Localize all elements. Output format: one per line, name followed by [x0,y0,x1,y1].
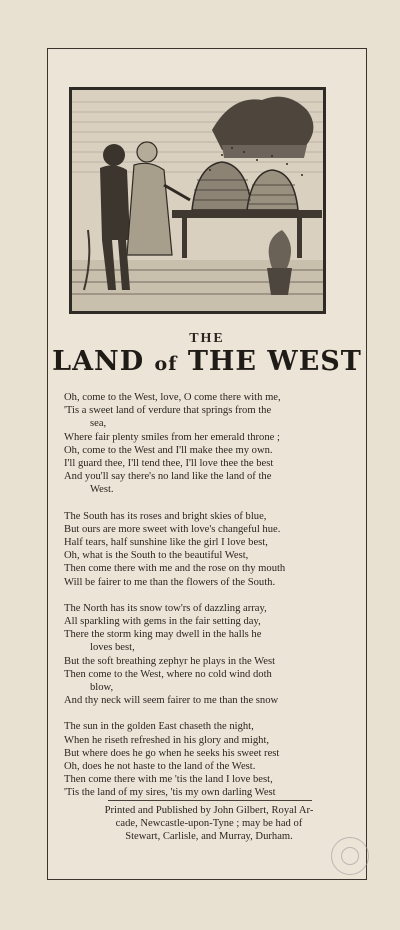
verse-line: 'Tis the land of my sires, 'tis my own darling West [64,787,276,799]
title-the: THE [189,331,225,346]
verse-line: Then come there with me and the rose on thy mouth [64,563,286,575]
imprint-line: cade, Newcastle-upon-Tyne ; may be had of [115,818,303,829]
verse-line: Half tears, half sunshine like the girl I love best, [64,537,268,549]
verse-line: loves best, [90,642,135,654]
stanza [64,602,362,708]
song-verses [64,391,362,813]
verse-line: The North has its snow tow'rs of dazzling array, [64,602,267,614]
verse-line: All sparkling with gems in the fair setting day, [64,616,261,628]
verse-line: The sun in the golden East chaseth the night, [64,721,254,733]
printer-imprint [64,804,354,843]
imprint-line: Stewart, Carlisle, and Murray, Durham. [125,831,293,842]
imprint-line: Printed and Published by John Gilbert, Royal Ar- [104,805,314,816]
woodcut-image [72,90,323,311]
verse-line: There the storm king may dwell in the halls he [64,629,262,641]
verse-line: 'Tis a sweet land of verdure that springs from the [64,405,272,417]
woodcut-illustration [69,87,326,314]
verse-line: But ours are more sweet with love's changeful hue. [64,523,281,535]
verse-line: Oh, come to the West, love, O come there with me, [64,392,281,403]
stanza [64,720,362,799]
verse-line: Oh, come to the West and I'll make thee my own. [64,444,273,456]
stanza [64,510,362,589]
verse-line: But where does he go when he seeks his sweet rest [64,747,280,759]
title-the-west: THE WEST [187,346,362,377]
verse-line: And thy neck will seem fairer to me than the snow [64,695,279,707]
divider-rule [108,800,312,801]
verse-line: But the soft breathing zephyr he plays in the West [64,655,276,667]
title-of: of [154,353,178,375]
verse-line: When he riseth refreshed in his glory and might, [64,734,270,746]
verse-line: Oh, what is the South to the beautiful West, [64,550,249,562]
title-land: LAND [52,346,145,377]
verse-line: Then come there with me 'tis the land I love best, [64,774,273,786]
verse-line: Where fair plenty smiles from her emerald throne ; [64,431,280,443]
library-stamp [331,837,369,875]
verse-line: Will be fairer to me than the flowers of the South. [64,576,276,588]
verse-line: Oh, does he not haste to the land of the West. [64,761,256,773]
verse-line: West. [90,484,114,496]
verse-line: The South has its roses and bright skies of blue, [64,510,267,522]
verse-line: I'll guard thee, I'll tend thee, I'll love thee the best [64,458,274,470]
verse-line: sea, [90,418,107,430]
stanza [64,391,362,497]
verse-line: And you'll say there's no land like the land of the [64,471,272,483]
verse-line: blow, [90,682,114,694]
broadside-sheet [47,48,367,880]
title-main [48,346,366,377]
verse-line: Then come to the West, where no cold wind doth [64,668,272,680]
